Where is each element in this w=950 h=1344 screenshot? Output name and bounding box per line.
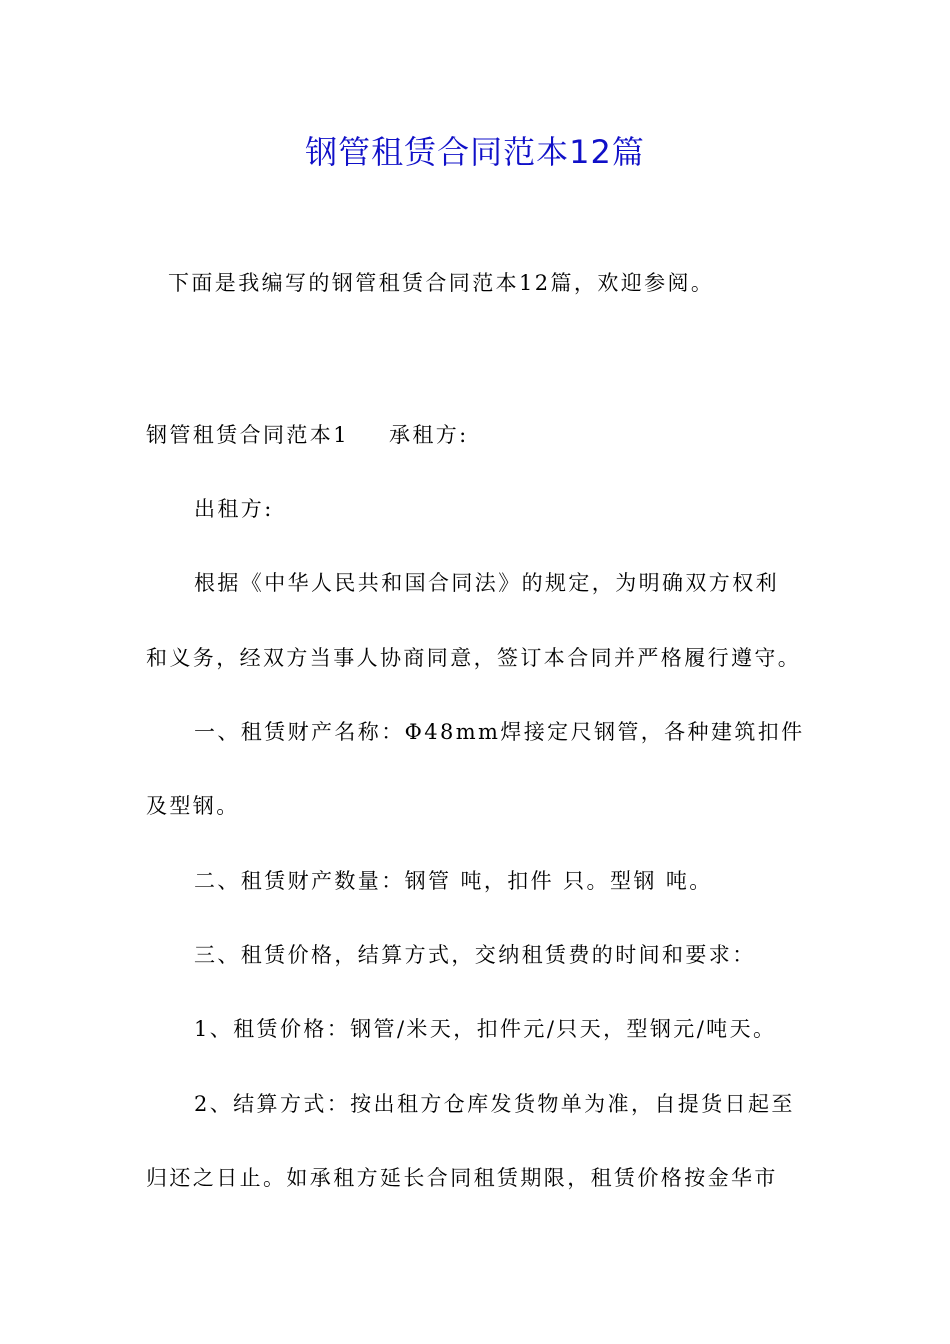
lessor-label: 出租方: (194, 497, 274, 521)
paragraph-line: 和义务，经双方当事人协商同意，签订本合同并严格履行遵守。 (146, 646, 802, 670)
paragraph-line: 归还之日止。如承租方延长合同租赁期限，租赁价格按金华市 (146, 1166, 778, 1190)
document-title: 钢管租赁合同范本12篇 (305, 133, 645, 171)
section-heading-row (146, 420, 469, 450)
paragraph-line: 2、结算方式：按出租方仓库发货物单为准，自提货日起至 (194, 1092, 795, 1116)
intro-paragraph: 下面是我编写的钢管租赁合同范本12篇，欢迎参阅。 (168, 271, 715, 295)
section-heading: 钢管租赁合同范本1 (146, 423, 349, 447)
paragraph-line: 三、租赁价格，结算方式，交纳租赁费的时间和要求： (194, 943, 756, 967)
paragraph-line: 1、租赁价格：钢管/米天，扣件元/只天，型钢元/吨天。 (194, 1017, 777, 1041)
paragraph-line: 二、租赁财产数量：钢管 吨，扣件 只。型钢 吨。 (194, 869, 713, 893)
paragraph-line: 一、租赁财产名称：Φ48mm焊接定尺钢管，各种建筑扣件 (194, 720, 805, 744)
paragraph-line: 根据《中华人民共和国合同法》的规定，为明确双方权利 (194, 571, 779, 595)
lessee-label: 承租方: (388, 423, 469, 447)
paragraph-line: 及型钢。 (146, 794, 240, 818)
